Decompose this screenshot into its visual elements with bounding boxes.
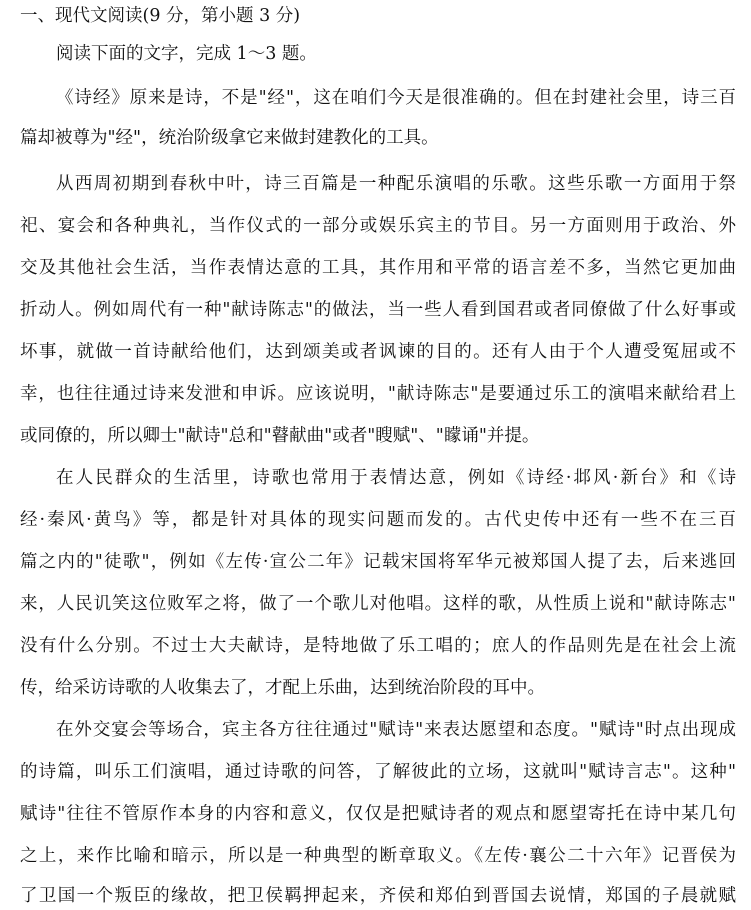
paragraph-3-line-6: 传，给采访诗歌的人收集去了，才配上乐曲，达到统治阶段的耳中。	[20, 678, 545, 698]
paragraph-3-line-1: 在人民群众的生活里，诗歌也常用于表情达意，例如《诗经·邶风·新台》和《诗	[56, 468, 736, 488]
paragraph-3-line-2: 经·秦风·黄鸟》等，都是针对具体的现实问题而发的。古代史传中还有一些不在三百	[20, 510, 736, 530]
paragraph-4-line-4: 之上，来作比喻和暗示，所以是一种典型的断章取义。《左传·襄公二十六年》记晋侯为	[20, 846, 736, 866]
section-heading: 一、现代文阅读(9 分，第小题 3 分)	[20, 6, 301, 26]
paragraph-3-line-3: 篇之内的"徒歌"，例如《左传·宣公二年》记载宋国将军华元被郑国人提了去，后来逃回	[20, 552, 736, 572]
paragraph-2-line-4: 折动人。例如周代有一种"献诗陈志"的做法，当一些人看到国君或者同僚做了什么好事或	[20, 300, 736, 320]
paragraph-3-line-4: 来，人民讥笑这位败军之将，做了一个歌儿对他唱。这样的歌，从性质上说和"献诗陈志"	[20, 594, 736, 614]
paragraph-1-line-2: 篇却被尊为"经"，统治阶级拿它来做封建教化的工具。	[20, 128, 439, 148]
paragraph-2-line-2: 祀、宴会和各种典礼，当作仪式的一部分或娱乐宾主的节目。另一方面则用于政治、外	[20, 216, 736, 236]
paragraph-3-line-5: 没有什么分别。不过士大夫献诗，是特地做了乐工唱的；庶人的作品则先是在社会上流	[20, 636, 736, 656]
paragraph-2-line-1: 从西周初期到春秋中叶，诗三百篇是一种配乐演唱的乐歌。这些乐歌一方面用于祭	[56, 174, 736, 194]
paragraph-4-line-1: 在外交宴会等场合，宾主各方往往通过"赋诗"来表达愿望和态度。"赋诗"时点出现成	[56, 720, 736, 740]
instruction-text: 阅读下面的文字，完成 1～3 题。	[56, 44, 317, 64]
paragraph-2-line-7: 或同僚的，所以卿士"献诗"总和"瞽献曲"或者"瞍赋"、"矇诵"并提。	[20, 426, 540, 446]
paragraph-2-line-6: 幸，也往往通过诗来发泄和申诉。应该说明，"献诗陈志"是要通过乐工的演唱来献给君上	[20, 384, 736, 404]
paragraph-4-line-5: 了卫国一个叛臣的缘故，把卫侯羁押起来，齐侯和郑伯到晋国去说情，郑国的子晨就赋	[20, 886, 736, 906]
paragraph-2-line-3: 交及其他社会生活，当作表情达意的工具，其作用和平常的语言差不多，当然它更加曲	[20, 258, 736, 278]
paragraph-1-line-1: 《诗经》原来是诗，不是"经"，这在咱们今天是很准确的。但在封建社会里，诗三百	[56, 88, 736, 108]
paragraph-4-line-2: 的诗篇，叫乐工们演唱，通过诗歌的问答，了解彼此的立场，这就叫"赋诗言志"。这种"	[20, 762, 736, 782]
paragraph-2-line-5: 坏事，就做一首诗献给他们，达到颂美或者讽谏的目的。还有人由于个人遭受冤屈或不	[20, 342, 736, 362]
paragraph-4-line-3: 赋诗"往往不管原作本身的内容和意义，仅仅是把赋诗者的观点和愿望寄托在诗中某几句	[20, 804, 736, 824]
